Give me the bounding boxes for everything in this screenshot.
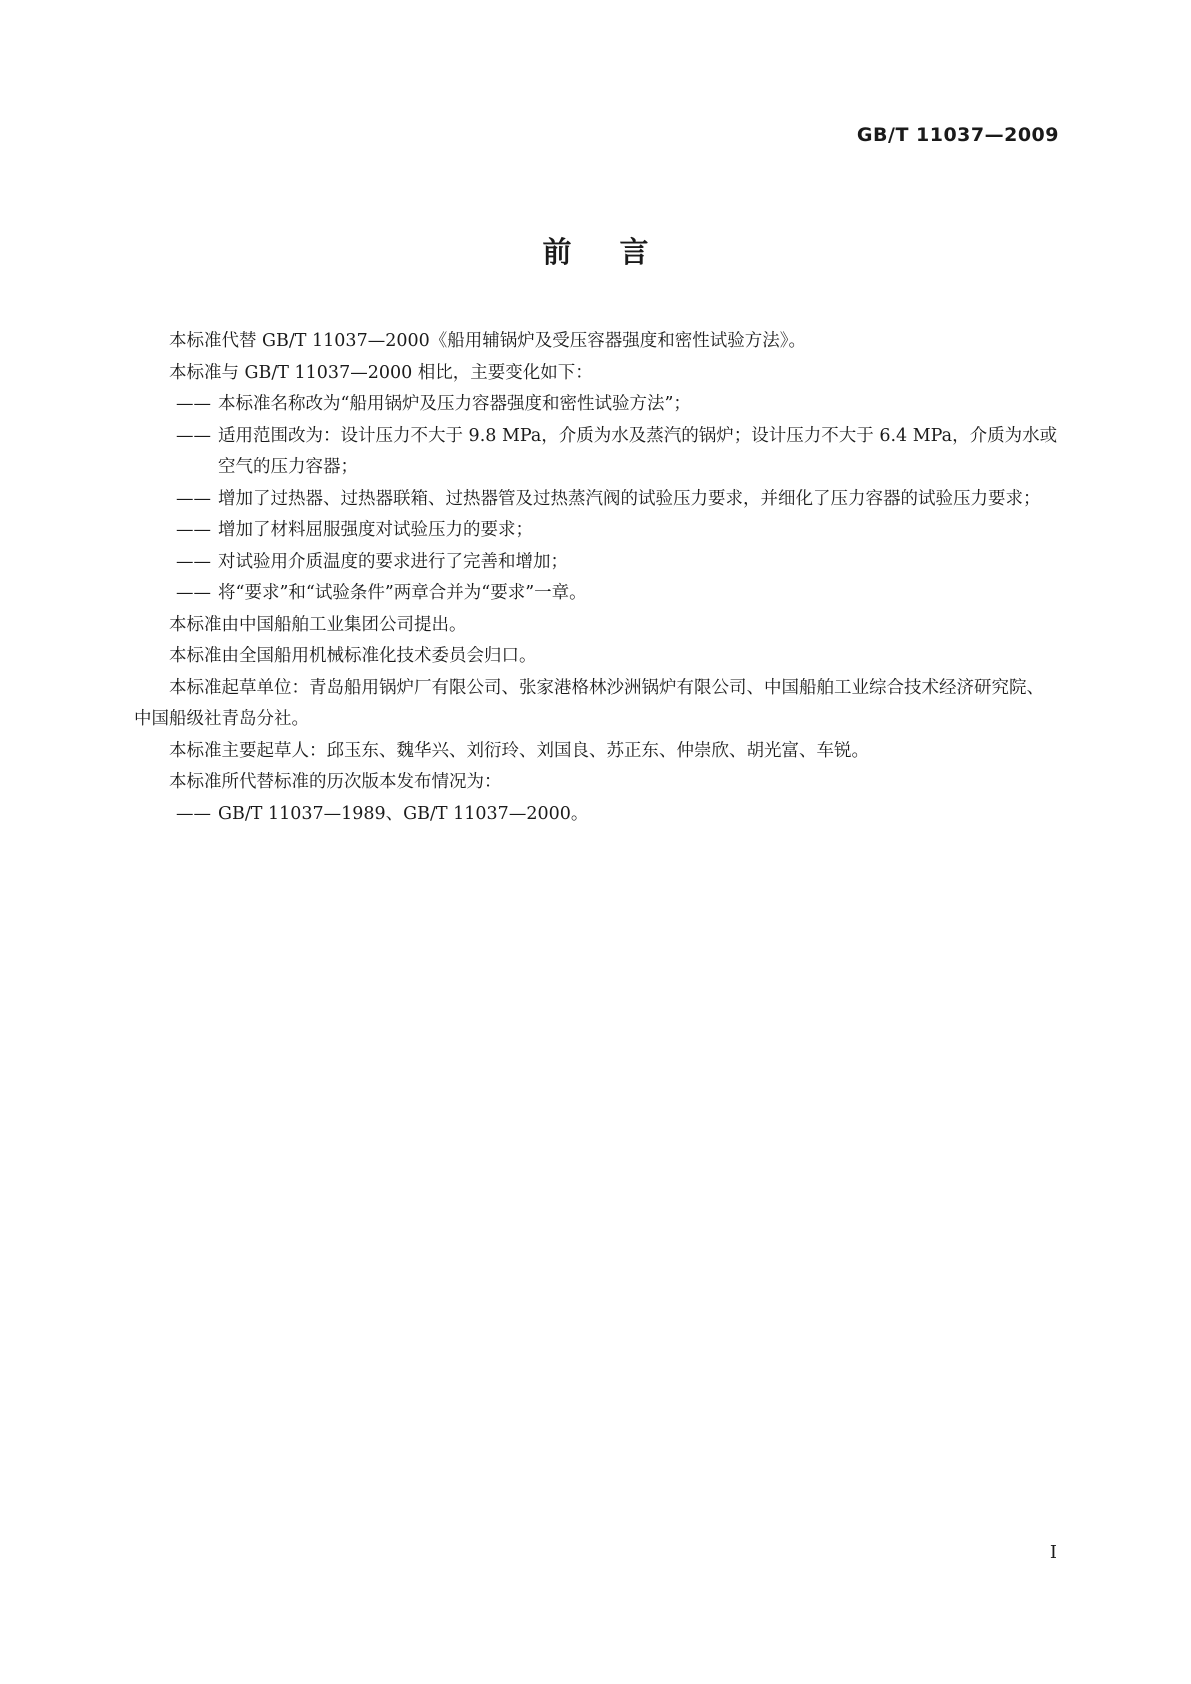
paragraph: 本标准代替 GB/T 11037—2000《船用辅锅炉及受压容器强度和密性试验方法》。 [169,331,806,351]
dash-marker: —— [176,520,211,540]
list-item [134,515,1058,547]
dash-marker: —— [176,551,211,572]
list-item-text: 对试验用介质温度的要求进行了完善和增加； [218,551,568,572]
page-title: 前言 [542,235,697,269]
paragraph: 本标准起草单位：青岛船用锅炉厂有限公司、张家港格林沙洲锅炉有限公司、中国船舶工业综合技术经济研究院、中国船级社青岛分社。 [134,677,1044,729]
list-item-text: 本标准名称改为“船用锅炉及压力容器强度和密性试验方法”； [218,394,691,414]
paragraph: 本标准由全国船用机械标准化技术委员会归口。 [169,646,537,666]
dash-marker: —— [176,488,211,509]
list-item-text: 将“要求”和“试验条件”两章合并为“要求”一章。 [218,583,587,603]
list-item-text: 增加了过热器、过热器联箱、过热器管及过热蒸汽阀的试验压力要求，并细化了压力容器的试验压力要求； [218,488,1041,509]
list-item [134,421,1058,484]
paragraph: 本标准与 GB/T 11037—2000 相比，主要变化如下： [169,362,593,383]
dash-marker: —— [176,394,211,414]
list-item [134,799,1058,831]
list-item-text: 增加了材料屈服强度对试验压力的要求； [218,520,533,540]
list-item [134,547,1058,579]
page-number: I [1049,1542,1057,1563]
list-item-text: GB/T 11037—1989、GB/T 11037—2000。 [218,803,589,824]
list-item [134,484,1058,516]
paragraph: 本标准主要起草人：邱玉东、魏华兴、刘衍玲、刘国良、苏正东、仲崇欣、胡光富、车锐。 [169,740,869,761]
document-code: GB/T 11037—2009 [856,124,1059,146]
list-item [134,389,1058,421]
paragraph: 本标准由中国船舶工业集团公司提出。 [169,614,467,635]
dash-marker: —— [176,583,211,603]
dash-marker: —— [176,425,211,446]
list-item-text: 适用范围改为：设计压力不大于 9.8 MPa，介质为水及蒸汽的锅炉；设计压力不大于 6.4 MPa，介质为水或空气的压力容器； [218,425,1058,477]
dash-marker: —— [176,803,211,824]
paragraph: 本标准所代替标准的历次版本发布情况为： [169,772,502,792]
foreword-body [134,326,1058,830]
list-item [134,578,1058,610]
